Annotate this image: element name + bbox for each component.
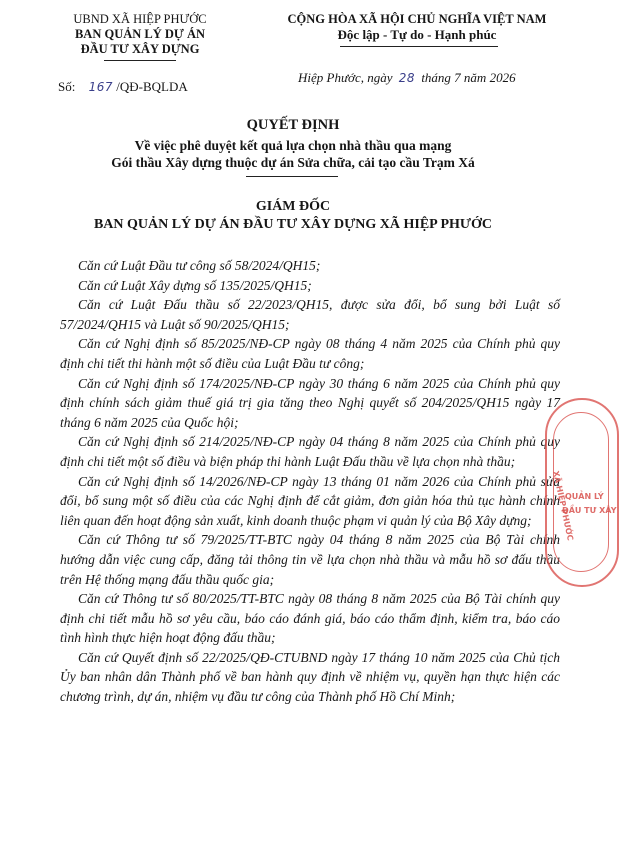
- national-title: CỘNG HÒA XÃ HỘI CHỦ NGHĨA VIỆT NAM: [287, 12, 547, 26]
- national-motto: Độc lập - Tự do - Hạnh phúc: [337, 27, 497, 42]
- authority-title: GIÁM ĐỐC: [255, 199, 331, 214]
- decision-title: QUYẾT ĐỊNH: [246, 117, 340, 133]
- basis-item: Căn cứ Thông tư số 79/2025/TT-BTC ngày 04 tháng 8 năm 2025 của Bộ Tài chính hướng dẫn việc cung cấp, đăng tải thông tin về lựa chọn nhà thầu và mẫu hồ sơ đấu thầu trên Hệ thống mạng đấu thầu quốc gia;: [60, 532, 560, 587]
- basis-item: Căn cứ Luật Đầu tư công số 58/2024/QH15;: [78, 258, 321, 273]
- basis-item: Căn cứ Thông tư số 80/2025/TT-BTC ngày 08 tháng 8 năm 2025 của Bộ Tài chính quy định chi tiết mẫu hồ sơ yêu cầu, báo cáo đánh giá, báo cáo thẩm định, kiểm tra, báo cáo tình hình thực hiện hoạt động đấu thầu;: [60, 591, 560, 646]
- authority-line-3: ĐẦU TƯ XÂY DỰNG: [80, 42, 200, 56]
- subject-line-1: Về việc phê duyệt kết quả lựa chọn nhà thầu qua mạng: [134, 138, 452, 153]
- basis-item: Căn cứ Nghị định số 14/2026/NĐ-CP ngày 13 tháng 01 năm 2026 của Chính phủ sửa đổi, bổ sung một số điều của các Nghị định để cắt giảm, đơn giản hóa thủ tục hành chính liên quan đến hoạt động sản xuất, kinh doanh thuộc phạm vi quản lý của Bộ Xây dựng;: [60, 473, 560, 528]
- authority-name: BAN QUẢN LÝ DỰ ÁN ĐẦU TƯ XÂY DỰNG XÃ HIỆP PHƯỚC: [93, 217, 493, 232]
- motto-underline: [340, 46, 498, 47]
- basis-item: Căn cứ Nghị định số 85/2025/NĐ-CP ngày 08 tháng 4 năm 2025 của Chính phủ quy định chi tiết thi hành một số điều của Luật Đầu tư công;: [60, 336, 560, 371]
- date-suffix: tháng 7 năm 2026: [421, 70, 516, 85]
- issuing-authority: [40, 12, 240, 57]
- seal-text-inner-1: QUẢN LÝ: [565, 492, 604, 501]
- authority-block: [0, 198, 586, 234]
- doc-number-handwritten: 167: [88, 80, 113, 94]
- date-day-handwritten: 28: [398, 71, 416, 85]
- subject-line-2: Gói thầu Xây dựng thuộc dự án Sửa chữa, cải tạo cầu Trạm Xá: [111, 155, 475, 170]
- seal-text-inner-2: ĐẦU TƯ XÂY: [562, 506, 617, 515]
- basis-item: Căn cứ Luật Xây dựng số 135/2025/QH15;: [78, 277, 312, 293]
- subject-underline: [246, 176, 338, 177]
- document-number: [58, 79, 188, 95]
- basis-item: Căn cứ Luật Đấu thầu số 22/2023/QH15, được sửa đổi, bổ sung bởi Luật số 57/2024/QH15 và Luật số 90/2025/QH15;: [60, 297, 560, 332]
- authority-underline: [104, 60, 176, 61]
- national-header: [262, 12, 572, 42]
- authority-line-1: UBND XÃ HIỆP PHƯỚC: [73, 12, 207, 26]
- seal-text-outer: XÃ HIỆP PHƯỚC: [551, 470, 575, 542]
- decision-subject: [0, 137, 586, 171]
- date-prefix: Hiệp Phước, ngày: [298, 70, 393, 85]
- doc-number-suffix: /QĐ-BQLDA: [116, 79, 188, 94]
- doc-number-label: Số:: [58, 79, 76, 94]
- basis-item: Căn cứ Nghị định số 174/2025/NĐ-CP ngày 30 tháng 6 năm 2025 của Chính phủ quy định chính sách giảm thuế giá trị gia tăng theo Nghị quyết số 204/2025/QH15 ngày 17 tháng 6 năm 2025 của Quốc hội;: [60, 375, 560, 430]
- basis-item: Căn cứ Quyết định số 22/2025/QĐ-CTUBND ngày 17 tháng 10 năm 2025 của Chủ tịch Ủy ban nhân dân Thành phố về ban hành quy định về nhiệm vụ, quyền hạn thực hiện các chương trình, dự án, nhiệm vụ đầu tư công của Thành phố Hồ Chí Minh;: [60, 649, 560, 705]
- basis-item: Căn cứ Nghị định số 214/2025/NĐ-CP ngày 04 tháng 8 năm 2025 của Chính phủ quy định chi tiết một số điều và biện pháp thi hành Luật Đấu thầu về lựa chọn nhà thầu;: [60, 434, 560, 469]
- legal-bases: [60, 256, 560, 707]
- issue-date: [298, 70, 516, 86]
- authority-line-2: BAN QUẢN LÝ DỰ ÁN: [74, 27, 206, 41]
